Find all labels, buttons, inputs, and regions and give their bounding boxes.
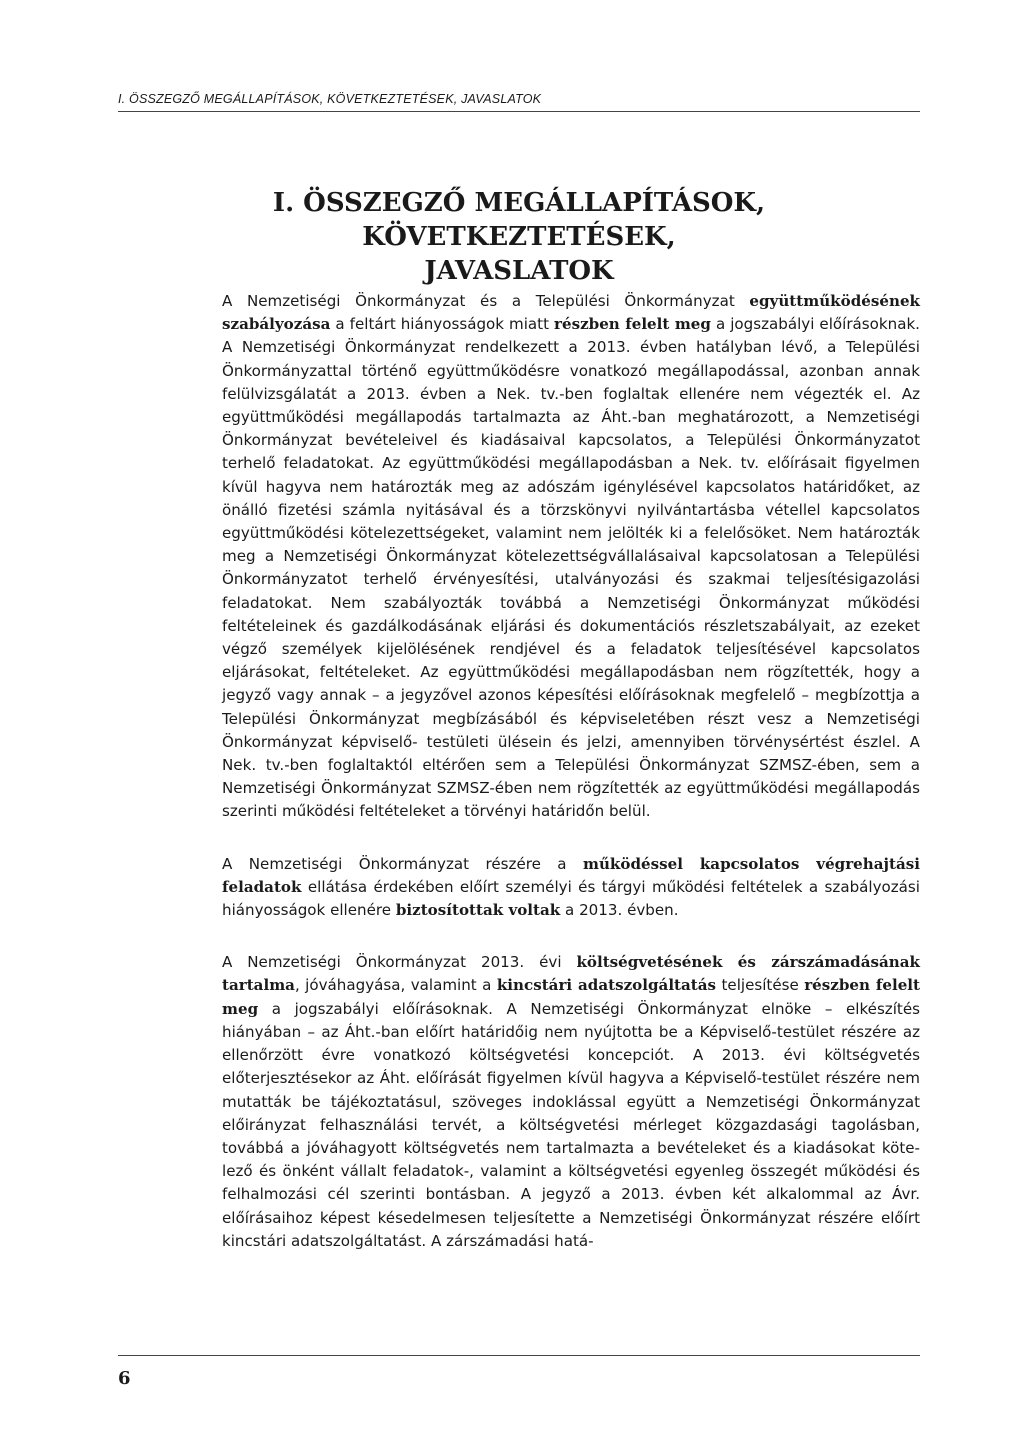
- paragraph: [222, 290, 920, 824]
- bold-phrase: kincstári adatszolgáltatás: [496, 976, 717, 995]
- text-run: ellátása érdekében előírt személyi és tárgyi működési feltételek a szabályozási hiányosságok ellenére: [222, 877, 920, 920]
- bold-phrase: részben felelt meg: [222, 976, 921, 1018]
- footer-divider: [118, 1355, 920, 1356]
- body-text: [222, 290, 920, 1282]
- text-run: A Nemzetiségi Önkormányzat 2013. évi: [222, 953, 577, 972]
- chapter-title-line-2: JAVASLATOK: [424, 256, 614, 286]
- running-header: I. ÖSSZEGZŐ MEGÁLLAPÍTÁSOK, KÖVETKEZTETÉSEK, JAVASLATOK: [118, 92, 920, 112]
- text-run: a 2013. évben.: [560, 901, 679, 920]
- text-run: a feltárt hiányosságok miatt: [330, 315, 555, 334]
- bold-phrase: együttműködésének szabályozása: [222, 292, 920, 334]
- bold-phrase: költségvetésének és zárszámadásának tartalma: [222, 953, 921, 995]
- chapter-title-line-1: I. ÖSSZEGZŐ MEGÁLLAPÍTÁSOK, KÖVETKEZTETÉSEK,: [272, 188, 766, 252]
- text-run: , jóváhagyása, valamint a: [294, 976, 497, 995]
- bold-phrase: részben felelt meg: [554, 315, 711, 334]
- paragraph: [222, 951, 920, 1253]
- chapter-title: [118, 186, 920, 288]
- bold-phrase: működéssel kapcsolatos végrehajtási feladatok: [222, 854, 920, 896]
- text-run: A Nemzetiségi Önkormányzat és a Települési Önkormányzat: [222, 292, 750, 310]
- bold-phrase: biztosítottak voltak: [395, 901, 561, 920]
- text-run: A Nemzetiségi Önkormányzat részére a: [222, 854, 583, 873]
- page-number: 6: [118, 1368, 131, 1389]
- text-run: a jogszabályi előírásoknak. A Nemzetiségi Önkormányzat elnöke – elkészítés hiányában – az Áht.-ban előírt határidőig nem nyújtotta be a Képviselő-testület részére az ellenőrzött évre vonatkozó költségvetési koncepciót. A 2013. évi költségvetés előterjesztésekor az Áht. előírását figyelmen kívül hagyva a Képviselő-testület részére nem mutatták be tájékoztatásul, szöveges indoklással együtt a Nemzetiségi Önkormányzat előirányzat felhasználási tervét, a költségvetési mérleget közgazdasági tagolásban, továbbá a jóváhagyott költségvetés nem tartalmazta a bevételeket és a kiadásokat kötelező és önként vállalt feladatok-, valamint a költségvetési egyenleg összegét működési és felhalmozási cél szerinti bontásban. A jegyző a 2013. évben két alkalommal az Ávr. előírásaihoz képest késedelmesen teljesítette a Nemzetiségi Önkormányzat részére előírt kincstári adatszolgáltatást. A zárszámadási hatá-: [222, 999, 920, 1250]
- text-run: teljesítése: [716, 976, 805, 995]
- paragraph: [222, 853, 920, 923]
- text-run: a jogszabályi előírásoknak. A Nemzetiségi Önkormányzat rendelkezett a 2013. évben hatályban lévő, a Települési Önkormányzattal történő együttműködésre vonatkozó megállapodással, azonban annak felülvizsgálatát a 2013. évben a Nek. tv.-ben foglaltak ellenére nem végezték el. Az együttműködési megállapodás tartalmazta az Áht.-ban meghatározott, a Nemzetiségi Önkormányzat bevételeivel és kiadásaival kapcsolatos, a Települési Önkormányzatot terhelő feladatokat. Az együttműködési megállapodásban a Nek. tv. előírásait figyelmen kívül hagyva nem határozták meg az adószám igénylésével kapcsolatos határidőket, az önálló fizetési számla nyitásával és a törzskönyvi nyilvántartásba vétellel kapcsolatos együttműködési kötelezettségeket, valamint nem jelölték ki a felelősöket. Nem határozták meg a Nemzetiségi Önkormányzat kötelezettségvállalásaival kapcsolatosan a Települési Önkormányzatot terhelő érvényesítési, utalványozási és szakmai teljesítésigazolási feladatokat. Nem szabályozták továbbá a Nemzetiségi Önkormányzat működési feltételeinek és gazdálkodásának eljárási és dokumentációs részletszabályait, az ezeket végző személyek kijelölésének rendjével és a feladatok teljesítésével kapcsolatos eljárásokat, feltételeket. Az együttműködési megállapodásban nem rögzítették, hogy a jegyző vagy annak – a jegyzővel azonos képesítési előírásoknak megfelelő – megbízottja a Települési Önkormányzat megbízásából és képviseletében részt vesz a Nemzetiségi Önkormányzat képviselő- testületi ülésein és jelzi, amennyiben törvénysértést észlel. A Nek. tv.-ben foglaltaktól eltérően sem a Települési Önkormányzat SZMSZ-ében, sem a Nemzetiségi Önkormányzat SZMSZ-ében nem rögzítették az együttműködési megállapodás szerinti működési feltételeket a törvényi határidőn belül.: [222, 315, 920, 821]
